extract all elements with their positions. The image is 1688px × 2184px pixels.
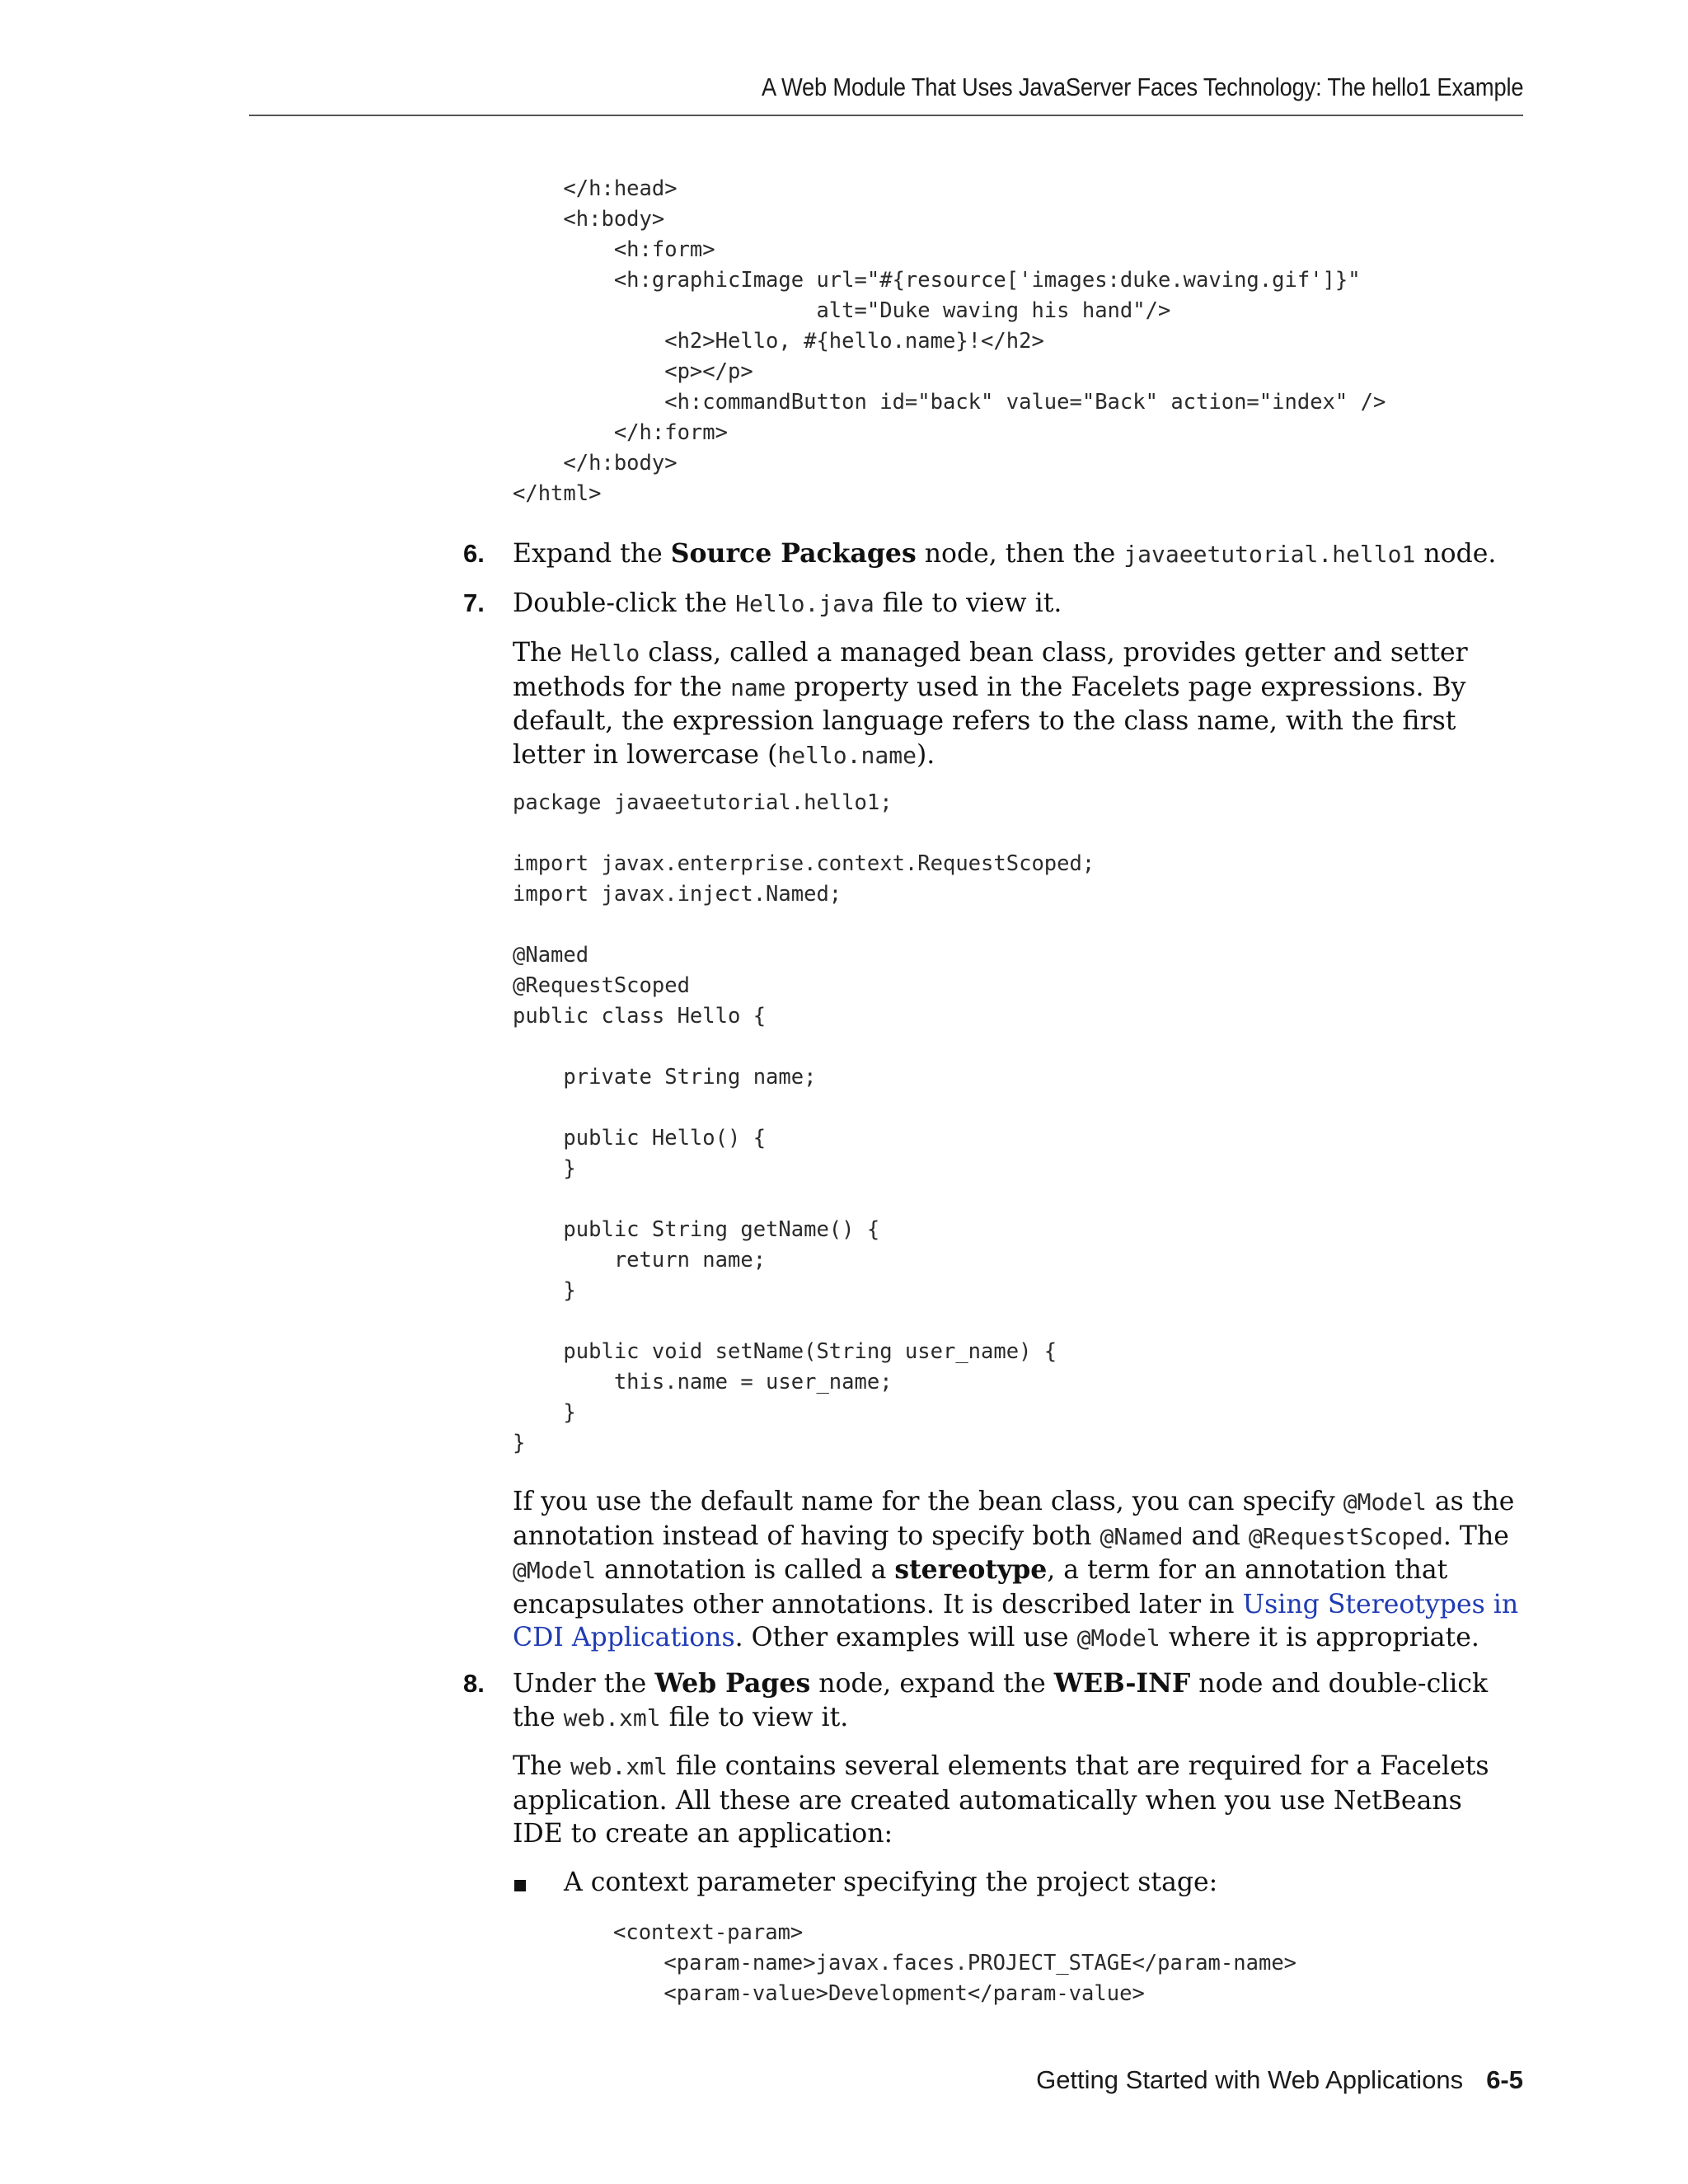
step-6-text: Expand the Source Packages node, then the javaeetutorial.hello1 node. (513, 538, 1497, 569)
code-block-java (513, 788, 1095, 1459)
code-line: this.name = user_name; (513, 1370, 893, 1394)
webxml-paragraph: The web.xml file contains several elements that are required for a Facelets application. All these are created automatically when you use NetBeans IDE to create an application: (513, 1751, 1489, 1849)
code-line: </h:form> (513, 420, 728, 445)
code-line: <param-name>javax.faces.PROJECT_STAGE</param-name> (613, 1951, 1297, 1975)
inline-code: @Model (1076, 1624, 1160, 1652)
inline-code: javaeetutorial.hello1 (1123, 541, 1416, 568)
code-line: </html> (513, 481, 602, 506)
code-line: import javax.inject.Named; (513, 882, 842, 907)
code-line: private String name; (513, 1065, 817, 1090)
code-line: @Named (513, 943, 589, 968)
step-number: 7. (463, 588, 485, 617)
code-line: } (513, 1278, 576, 1303)
footer-chapter-title: Getting Started with Web Applications (1036, 2065, 1464, 2094)
inline-code: web.xml (570, 1753, 668, 1780)
code-line: alt="Duke waving his hand"/> (513, 298, 1171, 323)
ui-term: Source Packages (670, 538, 917, 569)
code-line: } (513, 1431, 526, 1455)
code-line: @RequestScoped (513, 973, 690, 998)
code-line: </h:head> (513, 176, 678, 201)
inline-code: Hello (570, 640, 640, 667)
code-line: public String getName() { (513, 1217, 880, 1242)
code-line: <h:graphicImage url="#{resource['images:duke.waving.gif']}" (513, 268, 1361, 293)
inline-code: @Named (1100, 1522, 1184, 1550)
code-line: <context-param> (613, 1920, 804, 1945)
code-line: public Hello() { (513, 1126, 767, 1151)
bullet-square-icon (514, 1880, 526, 1891)
inline-code: @Model (513, 1557, 597, 1584)
code-line: <h2>Hello, #{hello.name}!</h2> (513, 329, 1044, 354)
model-annotation-paragraph: If you use the default name for the bean class, you can specify @Model as the annotation instead of having to specify both @Named and @RequestScoped. The @Model annotation is called a stereotype, a term for an annotation that encapsulates other annotations. It is described later in Using Stereotypes in CDI Applications. Other examples will use @Model where it is appropriate. (513, 1487, 1519, 1652)
code-line: import javax.enterprise.context.RequestScoped; (513, 851, 1095, 876)
bullet-item-context-param: A context parameter specifying the project stage: (564, 1868, 1218, 1897)
step-7-text: Double-click the Hello.java file to view it. (513, 588, 1062, 618)
code-line: <h:body> (513, 207, 665, 232)
ui-term: Web Pages (654, 1668, 811, 1699)
inline-code: hello.name (777, 741, 917, 769)
code-block-context-param (613, 1918, 1296, 2009)
code-block-xhtml (513, 174, 1386, 509)
code-line: <h:commandButton id="back" value="Back" action="index" /> (513, 390, 1386, 415)
code-line: public void setName(String user_name) { (513, 1339, 1057, 1364)
inline-code: web.xml (563, 1704, 661, 1732)
code-line: } (513, 1156, 576, 1181)
step-8-text: Under the Web Pages node, expand the WEB-INF node and double-click the web.xml file to view it. (513, 1668, 1489, 1732)
running-header-title: A Web Module That Uses JavaServer Faces Technology: The hello1 Example (761, 73, 1523, 101)
code-line: public class Hello { (513, 1004, 767, 1029)
page-number: 6-5 (1486, 2065, 1523, 2094)
step-number: 8. (463, 1669, 485, 1698)
header-rule (249, 115, 1523, 116)
ui-term: WEB-INF (1053, 1668, 1191, 1699)
page-footer (1036, 2065, 1523, 2095)
inline-code: @Model (1343, 1488, 1427, 1516)
stereotypes-cdi-link[interactable]: Using Stereotypes in CDI Applications (513, 1589, 1519, 1652)
inline-code: Hello.java (735, 590, 874, 617)
term-stereotype: stereotype (894, 1554, 1048, 1585)
inline-code: @RequestScoped (1248, 1522, 1443, 1550)
inline-code: name (730, 673, 786, 701)
code-line: } (513, 1400, 576, 1425)
code-line: <h:form> (513, 237, 715, 262)
step-number: 6. (463, 539, 485, 568)
code-line: <param-value>Development</param-value> (613, 1981, 1145, 2006)
code-line: </h:body> (513, 451, 678, 476)
hello-class-paragraph: The Hello class, called a managed bean class, provides getter and setter methods for the name property used in the Facelets page expressions. By default, the expression language refers to the class name, with the first letter in lowercase (hello.name). (513, 638, 1468, 770)
code-line: return name; (513, 1248, 767, 1272)
code-line: <p></p> (513, 359, 753, 384)
code-line: package javaeetutorial.hello1; (513, 790, 893, 815)
